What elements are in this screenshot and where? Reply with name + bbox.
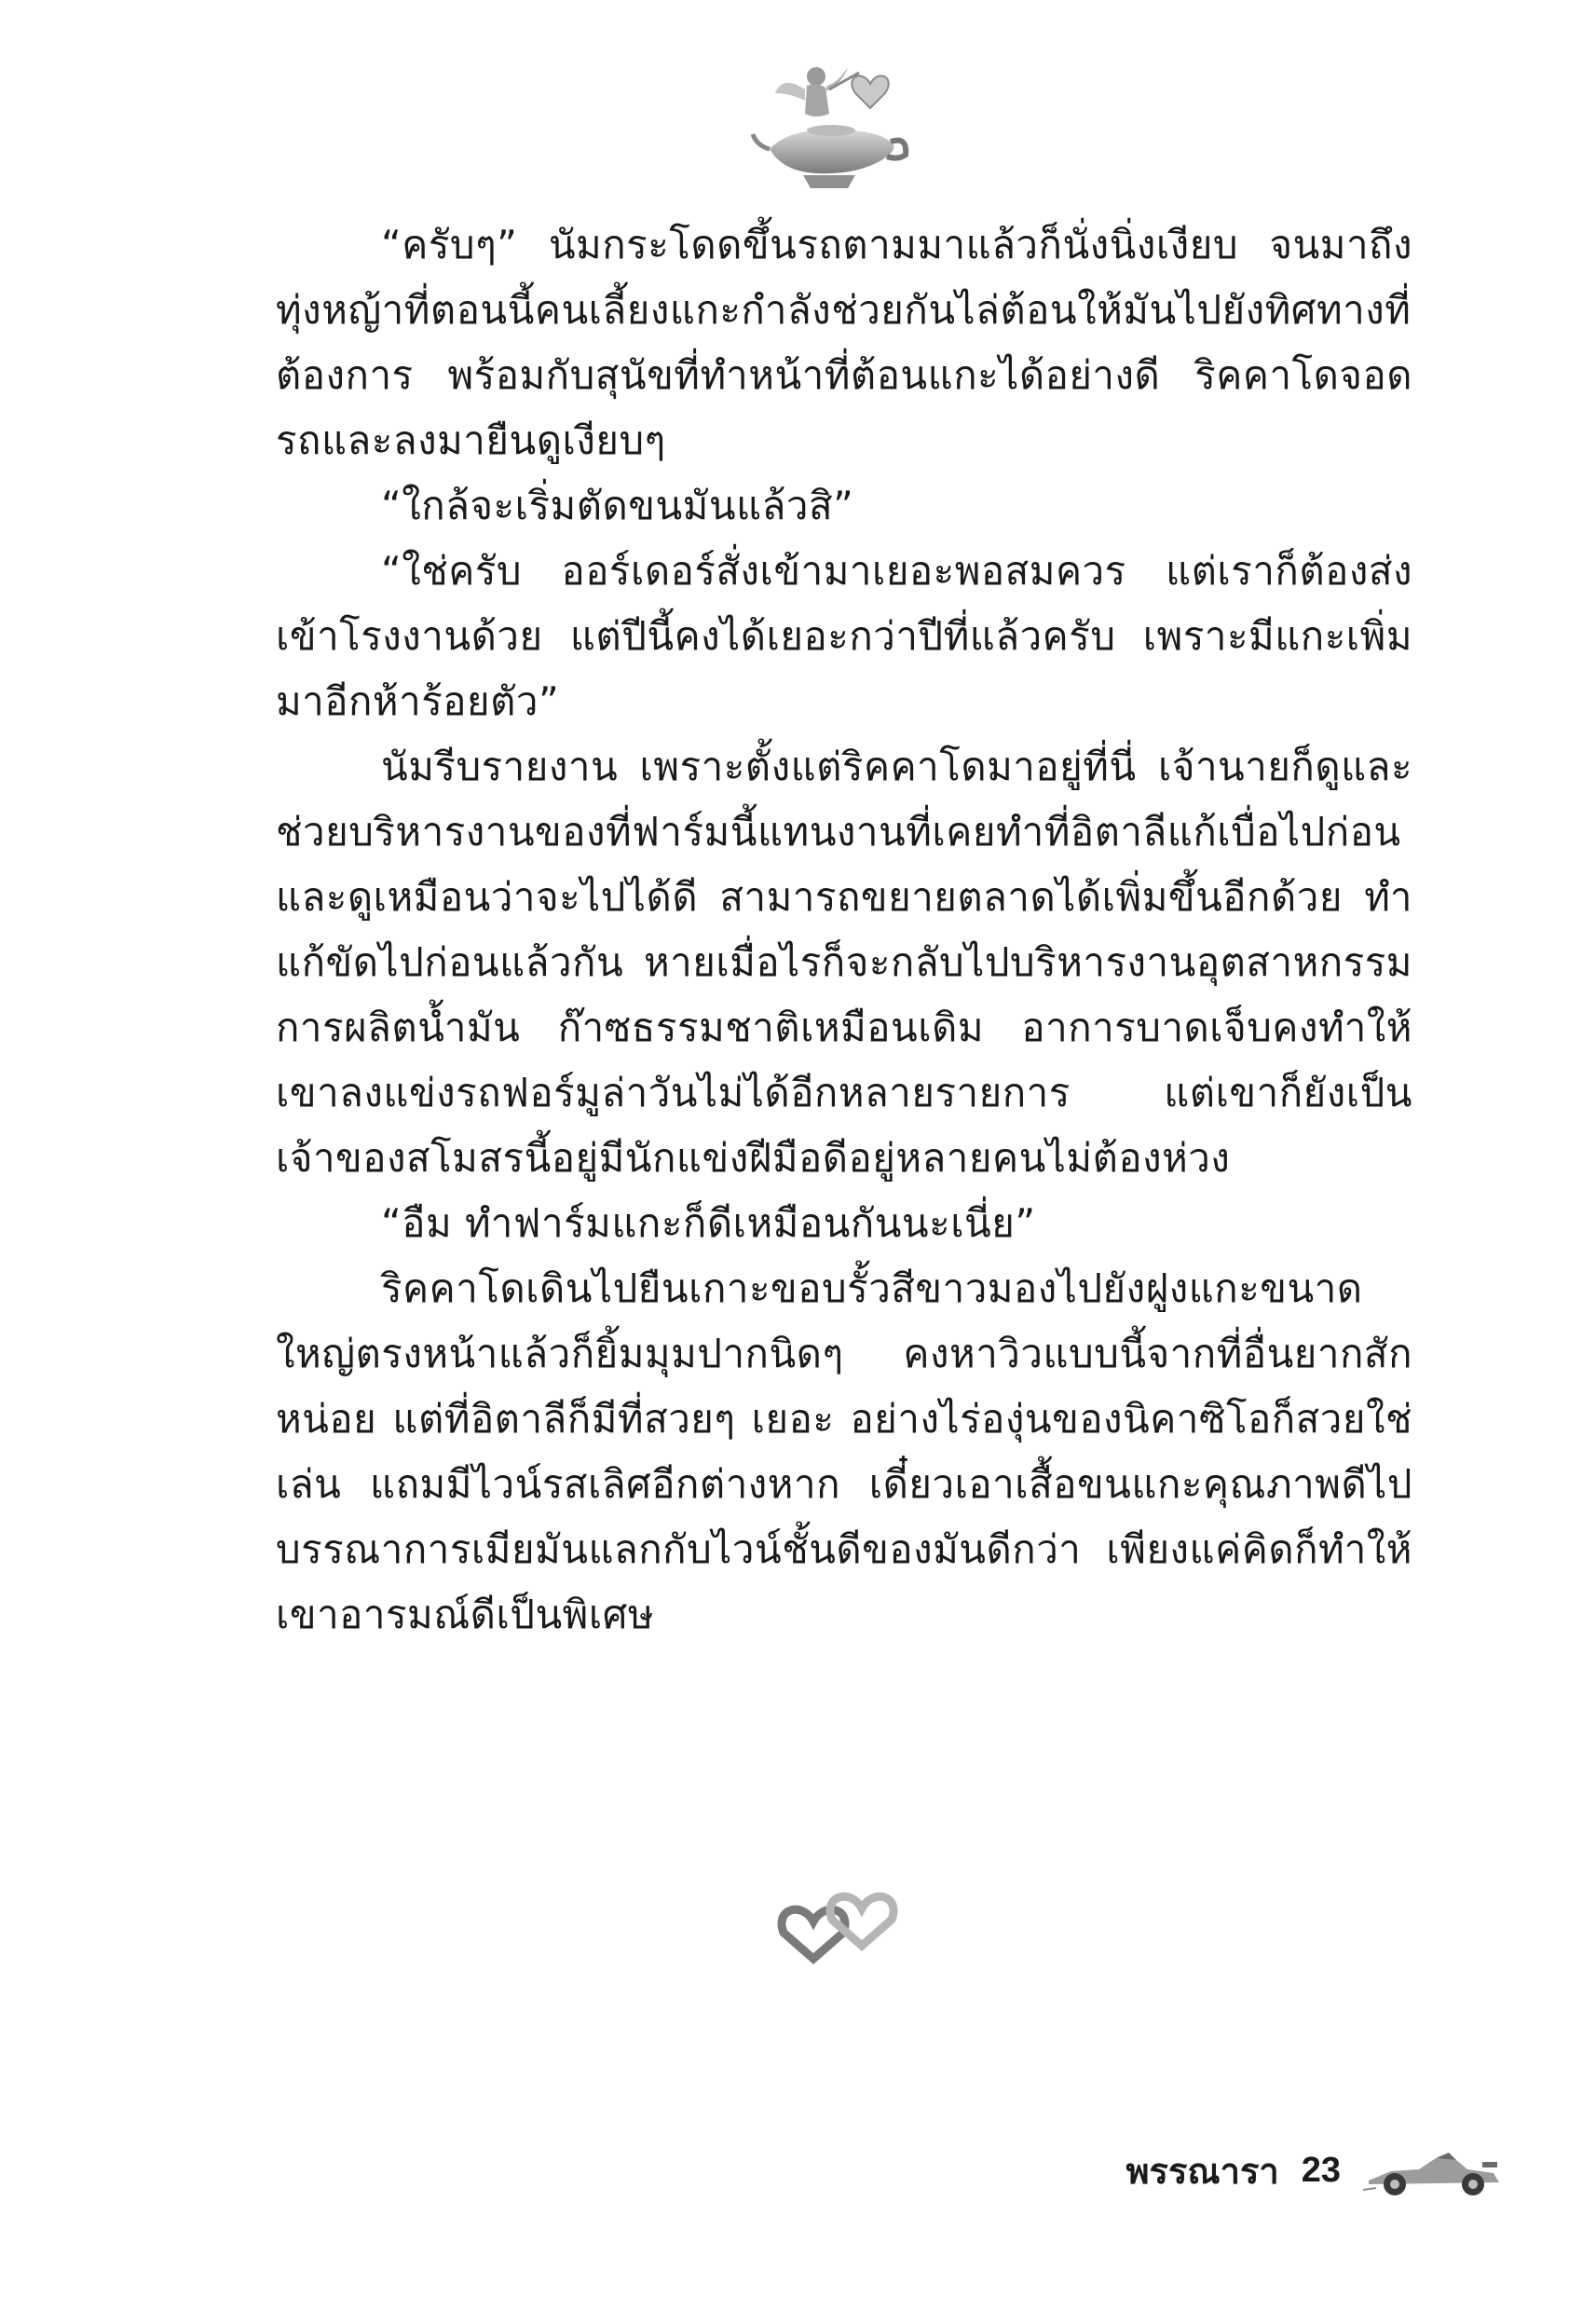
- paragraph: “ครับๆ” นัมกระโดดขึ้นรถตามมาแล้วก็นั่งนิ่งเงียบ จนมาถึงทุ่งหญ้าที่ตอนนี้คนเลี้ยงแกะกำลังช่วยกันไล่ต้อนให้มันไปยังทิศทางที่ต้องการ พร้อมกับสุนัขที่ทำหน้าที่ต้อนแกะได้อย่างดี ริคคาโดจอดรถและลงมายืนดูเงียบๆ: [276, 222, 1412, 463]
- hearts-icon: [769, 1873, 918, 1966]
- paragraph: นัมรีบรายงาน เพราะตั้งแต่ริคคาโดมาอยู่ที่นี่ เจ้านายก็ดูและช่วยบริหารงานของที่ฟาร์มนี้แทนงานที่เคยทำที่อิตาลีแก้เบื่อไปก่อนและดูเหมือนว่าจะไปได้ดี สามารถขยายตลาดได้เพิ่มขึ้นอีกด้วย ทำแก้ขัดไปก่อนแล้วกัน หายเมื่อไรก็จะกลับไปบริหารงานอุตสาหกรรมการผลิตน้ำมัน ก๊าซธรรมชาติเหมือนเดิม อาการบาดเจ็บคงทำให้เขาลงแข่งรถฟอร์มูล่าวันไม่ได้อีกหลายรายการ แต่เขาก็ยังเป็นเจ้าของสโมสรนี้อยู่มีนักแข่งฝีมือดีอยู่หลายคนไม่ต้องห่วง: [276, 744, 1412, 1181]
- race-car-icon: [1363, 2143, 1503, 2199]
- paragraph: “ใกล้จะเริ่มตัดขนมันแล้วสิ”: [381, 483, 854, 528]
- page-number: 23: [1301, 2151, 1341, 2190]
- book-title: พรรณารา: [1125, 2151, 1279, 2192]
- paragraph: “อืม ทำฟาร์มแกะก็ดีเหมือนกันนะเนี่ย”: [381, 1200, 1036, 1246]
- paragraph: “ใช่ครับ ออร์เดอร์สั่งเข้ามาเยอะพอสมควร แต่เราก็ต้องส่งเข้าโรงงานด้วย แต่ปีนี้คงได้เยอะกว่าปีที่แล้วครับ เพราะมีแกะเพิ่มมาอีกห้าร้อยตัว”: [276, 548, 1412, 724]
- page-footer: [1126, 2142, 1504, 2199]
- paragraph: ริคคาโดเดินไปยืนเกาะขอบรั้วสีขาวมองไปยังฝูงแกะขนาดใหญ่ตรงหน้าแล้วก็ยิ้มมุมปากนิดๆ คงหาวิวแบบนี้จากที่อื่นยากสักหน่อย แต่ที่อิตาลีก็มีที่สวยๆ เยอะ อย่างไร่องุ่นของนิคาซิโอก็สวยใช่เล่น แถมมีไวน์รสเลิศอีกต่างหาก เดี๋ยวเอาเสื้อขนแกะคุณภาพดีไปบรรณาการเมียมันแลกกับไวน์ชั้นดีของมันดีกว่า เพียงแค่คิดก็ทำให้เขาอารมณ์ดีเป็นพิเศษ: [276, 1265, 1412, 1637]
- story-text: [276, 212, 1412, 1648]
- cupid-lamp-icon: [751, 56, 909, 196]
